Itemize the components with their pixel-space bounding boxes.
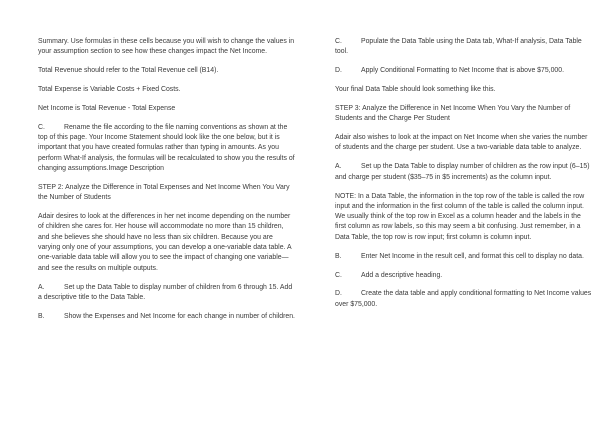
paragraph-step3-intro: Adair also wishes to look at the impact on Net Income when she varies the number of students and the charge per student. Use a two-variable data table to analyze.: [335, 134, 588, 152]
paragraph-total-revenue: Total Revenue should refer to the Total Revenue cell (B14).: [38, 67, 219, 75]
heading-step3: STEP 3: Analyze the Difference in Net Income When You Vary the Number of Students and the Charge Per Student: [335, 104, 571, 123]
item-label: B.: [38, 312, 45, 320]
item-label: D.: [335, 290, 342, 298]
item-label: C.: [38, 123, 45, 131]
left-column: [38, 37, 296, 331]
paragraph-final-table: Your final Data Table should look something like this.: [335, 86, 496, 94]
paragraph-step1-c: C. Rename the file according to the file naming conventions as shown at the top of this page. Your Income Statement should look like the one below, but it is important that you have created formulas rather than typing in amounts. As you perform What-If analysis, the formulas will be recalculated to show you the results of changing assumptions.Image Description: [38, 123, 295, 173]
item-label: A.: [38, 283, 45, 291]
paragraph-total-expense: Total Expense is Variable Costs + Fixed Costs.: [38, 86, 181, 94]
item-label: C.: [335, 271, 342, 279]
paragraph-step3-a: A. Set up the Data Table to display number of children as the row input (6–15) and charge per student ($35–75 in $5 increments) as the column input.: [335, 163, 590, 181]
right-column: [335, 37, 593, 319]
paragraph-step3-b: B. Enter Net Income in the result cell, and format this cell to display no data.: [335, 252, 593, 262]
paragraph-step2-b: B. Show the Expenses and Net Income for each change in number of children.: [38, 312, 296, 322]
paragraph-step2-a: A. Set up the Data Table to display number of children from 6 through 15. Add a descriptive title to the Data Table.: [38, 283, 293, 301]
paragraph-step2-c: C. Populate the Data Table using the Data tab, What-If analysis, Data Table tool.: [335, 38, 582, 56]
item-label: B.: [335, 252, 342, 260]
paragraph-step2-intro: Adair desires to look at the differences in her net income depending on the number of children she cares for. Her house will accommodate no more than 15 children, and she believes she should have no less than six children. Because you are varying only one of your assumptions, you can develop a one-variable data table. A one-variable data table will allow you to see the impact of changing one variable—and see the results on multiple outputs.: [38, 213, 292, 272]
paragraph-summary: Summary. Use formulas in these cells because you will wish to change the values in your assumption section to see how these changes impact the Net Income.: [38, 38, 295, 56]
paragraph-step3-d: D. Create the data table and apply conditional formatting to Net Income values over $75,000.: [335, 290, 592, 308]
item-label: A.: [335, 163, 342, 171]
paragraph-net-income: Net Income is Total Revenue - Total Expense: [38, 104, 176, 112]
item-label: D.: [335, 67, 342, 75]
paragraph-step2-d: D. Apply Conditional Formatting to Net Income that is above $75,000.: [335, 66, 593, 76]
paragraph-step3-c: C. Add a descriptive heading.: [335, 271, 593, 281]
item-label: C.: [335, 38, 342, 45]
heading-step2: STEP 2: Analyze the Difference in Total Expenses and Net Income When You Vary the Number of Students: [38, 183, 290, 202]
paragraph-note: NOTE: In a Data Table, the information in the top row of the table is called the row input and the information in the first column of the table is called the column input. We usually think of the top row in Excel as a column header and the labels in the first column as row labels, so this may seem a bit confusing. Just remember, in a Data Table, the top row is row input; first column is column input.: [335, 192, 585, 241]
